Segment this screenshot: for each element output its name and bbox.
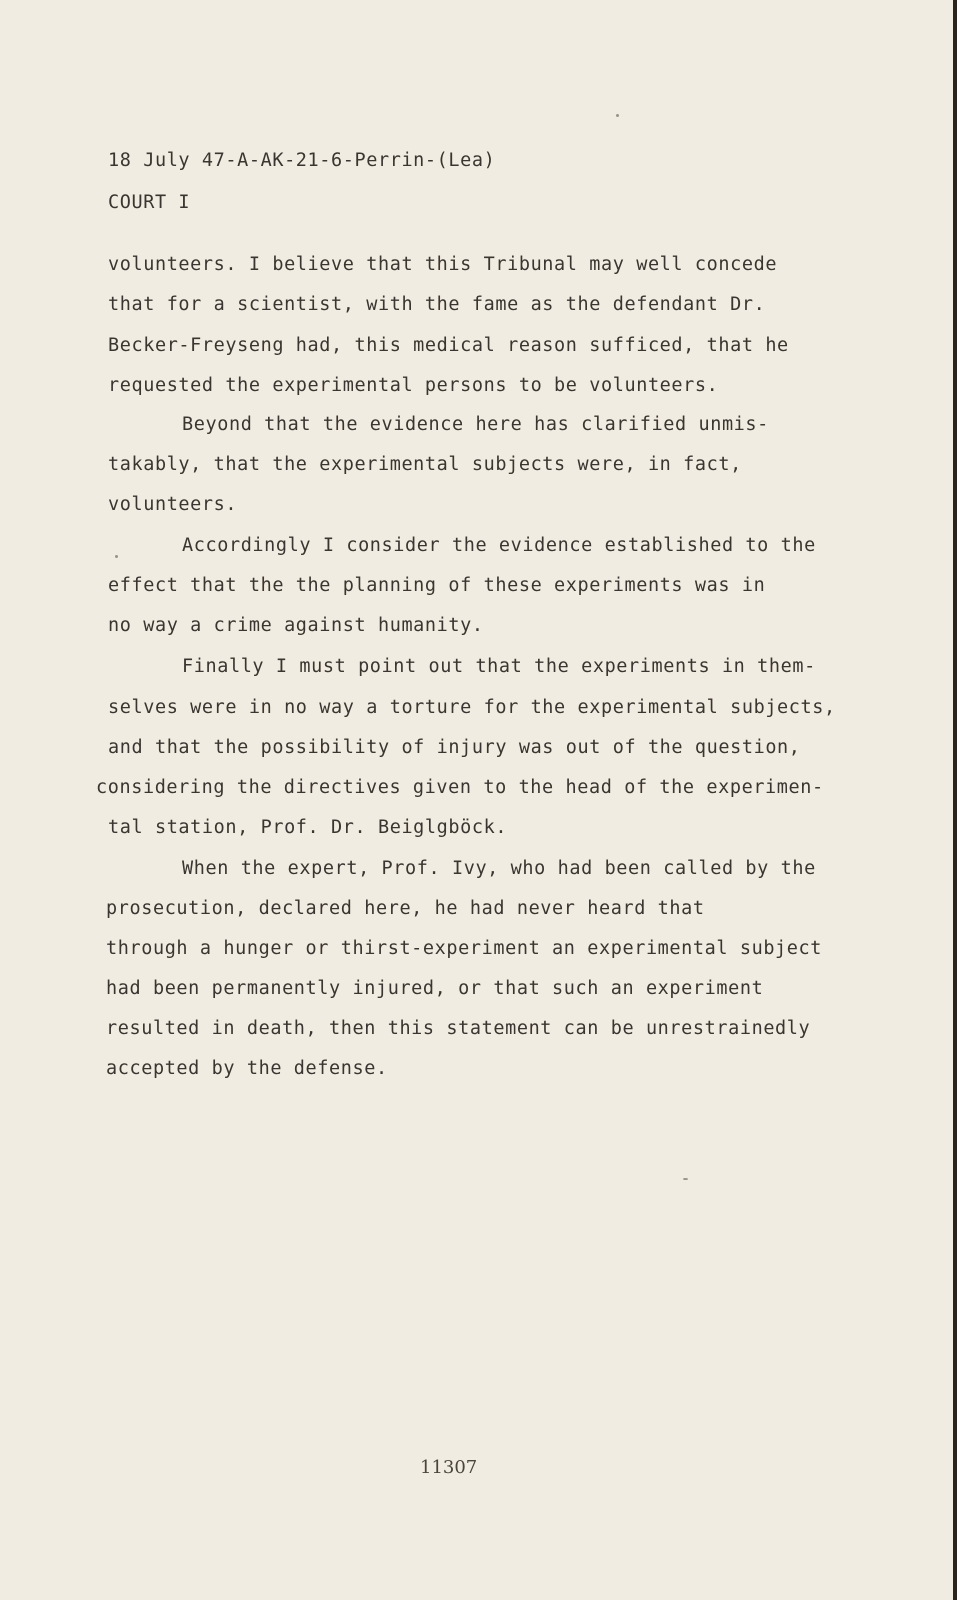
body-line: Accordingly I consider the evidence established to the (182, 535, 816, 556)
body-line: through a hunger or thirst-experiment an experimental subject (106, 938, 823, 959)
body-line: no way a crime against humanity. (108, 615, 484, 636)
header-court: COURT I (108, 192, 191, 213)
body-line: and that the possibility of injury was out of the question, (108, 737, 801, 758)
body-line: Beyond that the evidence here has clarified unmis- (182, 414, 769, 435)
body-line: Becker-Freyseng had, this medical reason sufficed, that he (108, 335, 789, 356)
body-line: had been permanently injured, or that such an experiment (106, 978, 764, 999)
body-line: accepted by the defense. (106, 1058, 388, 1079)
body-line: Finally I must point out that the experiments in them- (182, 656, 816, 677)
body-line: requested the experimental persons to be volunteers. (108, 375, 719, 396)
body-line: considering the directives given to the head of the experimen- (96, 777, 824, 798)
paper-speck (683, 1178, 688, 1180)
page-number: 11307 (420, 1457, 478, 1478)
paper-speck (616, 114, 619, 117)
body-line: prosecution, declared here, he had never heard that (106, 898, 705, 919)
body-line: resulted in death, then this statement can be unrestrainedly (106, 1018, 811, 1039)
body-line: tal station, Prof. Dr. Beiglgböck. (108, 817, 508, 838)
body-line: volunteers. I believe that this Tribunal may well concede (108, 254, 778, 275)
header-date-reference: 18 July 47-A-AK-21-6-Perrin-(Lea) (108, 150, 496, 171)
body-line: When the expert, Prof. Ivy, who had been called by the (182, 858, 816, 879)
body-line: selves were in no way a torture for the experimental subjects, (108, 697, 836, 718)
body-line: that for a scientist, with the fame as the defendant Dr. (108, 294, 766, 315)
body-line: takably, that the experimental subjects were, in fact, (108, 454, 742, 475)
body-line: effect that the the planning of these experiments was in (108, 575, 766, 596)
body-line: volunteers. (108, 494, 238, 515)
paper-speck (115, 555, 118, 558)
